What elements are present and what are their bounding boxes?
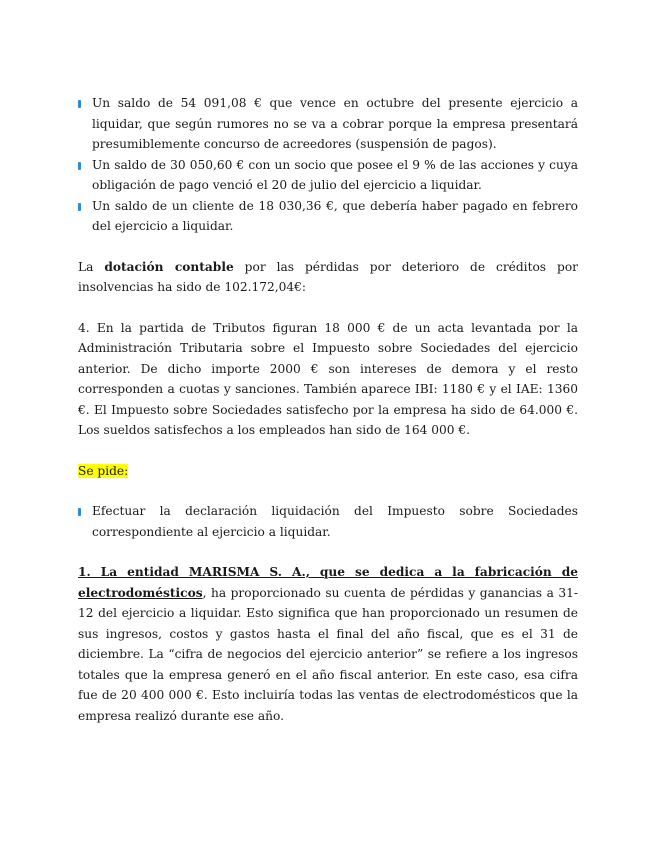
dotacion-paragraph xyxy=(78,257,578,298)
bullet-icon xyxy=(78,100,81,108)
list-item xyxy=(78,501,578,542)
case-1-paragraph xyxy=(78,562,578,726)
list-item-text: Un saldo de 30 050,60 € con un socio que posee el 9 % de las acciones y cuya obligación de pago venció el 20 de julio del ejercicio a liquidar. xyxy=(92,157,578,192)
bullet-icon xyxy=(78,162,81,170)
document-page xyxy=(78,93,578,726)
list-item-text: Un saldo de un cliente de 18 030,36 €, que debería haber pagado en febrero del ejercicio a liquidar. xyxy=(92,198,578,233)
bullet-list-se-pide xyxy=(78,501,578,542)
list-item xyxy=(78,155,578,196)
list-item-text: Efectuar la declaración liquidación del Impuesto sobre Sociedades correspondiente al ejercicio a liquidar. xyxy=(92,504,578,539)
list-item xyxy=(78,93,578,155)
list-item-text: Un saldo de 54 091,08 € que vence en octubre del presente ejercicio a liquidar, que según rumores no se va a cobrar porque la empresa presentará presumiblemente concurso de acreedores (suspensión de pagos). xyxy=(92,96,578,151)
case-1-title: 1. La entidad MARISMA S. A., que se dedica a la fabricación de electrodomésticos xyxy=(78,565,578,600)
bullet-icon xyxy=(78,203,81,211)
se-pide-heading xyxy=(78,461,578,482)
se-pide-highlight: Se pide: xyxy=(78,463,129,478)
dotacion-pre: La xyxy=(78,259,105,274)
point-4-paragraph: 4. En la partida de Tributos figuran 18 000 € de un acta levantada por la Administración Tributaria sobre el Impuesto sobre Sociedades del ejercicio anterior. De dicho importe 2000 € son intereses de demora y el resto corresponden a cuotas y sanciones. También aparece IBI: 1180 € y el IAE: 1360 €. El Impuesto sobre Sociedades satisfecho por la empresa ha sido de 64.000 €. Los sueldos satisfechos a los empleados han sido de 164 000 €. xyxy=(78,320,578,437)
case-1-body: , ha proporcionado su cuenta de pérdidas y ganancias a 31-12 del ejercicio a liquidar. Esto significa que han proporcionado un resumen de sus ingresos, costos y gastos hasta el final del año fiscal, que es el 31 de diciembre. La “cifra de negocios del ejercicio anterior” se refiere a los ingresos totales que la empresa generó en el año fiscal anterior. En este caso, esa cifra fue de 20 400 000 €. Esto incluiría todas las ventas de electrodomésticos que la empresa realizó durante ese año. xyxy=(78,585,578,723)
bullet-icon xyxy=(78,508,81,516)
dotacion-bold: dotación contable xyxy=(104,259,234,274)
bullet-list-balances xyxy=(78,93,578,237)
dotacion-post: por las pérdidas por deterioro de créditos por insolvencias ha sido de 102.172,04€: xyxy=(78,259,578,294)
list-item xyxy=(78,196,578,237)
